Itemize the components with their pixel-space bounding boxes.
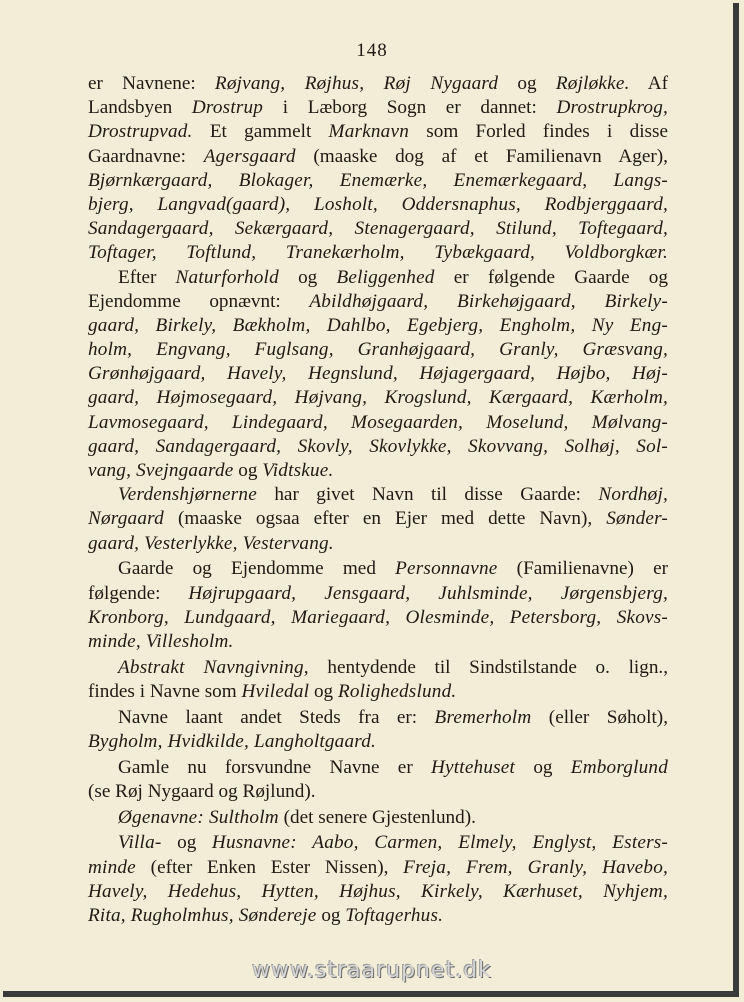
italic-name-run: Kronborg, Lundgaard, Mariegaard, Olesminde, Petersborg, Skovs- xyxy=(88,606,668,628)
text-run: Gaarde og Ejendomme med xyxy=(118,558,396,580)
text-line xyxy=(88,217,668,241)
text-run: og xyxy=(309,680,338,702)
text-line xyxy=(88,120,668,144)
italic-name-run: gaard, Højmosegaard, Højvang, Krogslund, Kærgaard, Kærholm, xyxy=(88,387,668,409)
italic-name-run: Toftager, Toftlund, Tranekærholm, Tybækgaard, Voldborgkær. xyxy=(88,242,668,264)
page-body-text xyxy=(88,72,668,928)
text-line xyxy=(88,241,668,265)
text-line xyxy=(88,680,668,704)
italic-name-run: vang, Svejngaarde xyxy=(88,460,234,481)
text-run: Et gammelt xyxy=(192,121,329,143)
text-run: Navne laant andet Steds fra er: xyxy=(118,706,435,728)
text-run: og xyxy=(498,73,556,94)
text-line xyxy=(88,656,668,680)
text-line xyxy=(88,630,668,654)
text-line xyxy=(88,880,668,904)
italic-name-run: gaard, Sandagergaard, Skovly, Skovlykke, Skovvang, Solhøj, Sol- xyxy=(88,435,668,457)
text-line xyxy=(88,756,668,780)
italic-name-run: Sandagergaard, Sekærgaard, Stenagergaard, Stilund, Toftegaard, xyxy=(88,218,668,240)
italic-name-run: Lavmosegaard, Lindegaard, Mosegaarden, Moselund, Mølvang- xyxy=(88,411,668,433)
text-line xyxy=(88,169,668,193)
text-run: og xyxy=(515,756,571,778)
text-run: Efter xyxy=(118,266,176,288)
text-run: (se Røj Nygaard og Røjlund). xyxy=(88,780,316,802)
text-run: findes i Navne som xyxy=(88,680,242,702)
text-line xyxy=(88,314,668,338)
text-run: og xyxy=(233,460,263,481)
text-line xyxy=(88,606,668,630)
italic-name-run: Hviledal xyxy=(241,680,310,702)
italic-name-run: Marknavn xyxy=(328,121,409,143)
italic-name-run: Røjløkke. xyxy=(555,73,630,94)
text-run: i Læborg Sogn er dannet: xyxy=(263,97,557,119)
text-line xyxy=(88,557,668,581)
italic-name-run: Beliggenhed xyxy=(336,266,435,288)
text-line xyxy=(88,96,668,120)
page-number: 148 xyxy=(356,40,388,61)
text-line xyxy=(88,193,668,217)
text-line xyxy=(88,532,668,556)
text-run: og xyxy=(278,266,337,288)
text-run: er følgende Gaarde og xyxy=(434,266,668,288)
text-run: følgende: xyxy=(88,582,189,604)
italic-name-run: Drostrup xyxy=(191,97,264,119)
italic-name-run: Husnavne: Aabo, Carmen, Elmely, Englyst, Esters- xyxy=(211,832,668,854)
text-run: Gamle nu forsvundne Navne er xyxy=(118,756,431,778)
text-run: (maaske dog af et Familienavn Ager), xyxy=(295,145,668,167)
italic-name-run: Hyttehuset xyxy=(430,756,516,778)
italic-name-run: Toftagerhus. xyxy=(345,904,444,926)
italic-name-run: Rita, Rugholmhus, Søndereje xyxy=(88,904,317,926)
text-line xyxy=(88,582,668,606)
italic-name-run: Rolighedslund. xyxy=(337,680,457,702)
italic-name-run: Freja, Frem, Granly, Havebo, xyxy=(403,856,668,878)
italic-name-run: Højrupgaard, Jensgaard, Juhlsminde, Jørgensbjerg, xyxy=(188,582,668,604)
italic-name-run: Verdenshjørnerne xyxy=(118,484,257,506)
text-line xyxy=(88,483,668,507)
text-run: og xyxy=(161,832,212,854)
text-line xyxy=(88,362,668,386)
text-line xyxy=(88,290,668,314)
text-run: er Navnene: xyxy=(88,73,215,94)
text-run: (eller Søholt), xyxy=(531,706,668,728)
italic-name-run: Emborglund xyxy=(570,756,669,778)
text-line xyxy=(88,145,668,169)
italic-name-run: bjerg, Langvad(gaard), Losholt, Oddersnaphus, Rodbjerggaard, xyxy=(88,193,668,215)
text-line xyxy=(88,706,668,730)
text-line xyxy=(88,459,668,483)
italic-name-run: Abstrakt Navngivning, xyxy=(118,656,309,678)
italic-name-run: Drostrupvad. xyxy=(88,121,193,143)
italic-name-run: Bjørnkærgaard, Blokager, Enemærke, Enemærkegaard, Langs- xyxy=(88,169,668,191)
italic-name-run: Grønhøjgaard, Havely, Hegnslund, Højagergaard, Højbo, Høj- xyxy=(88,363,668,385)
text-run: (Familienavne) er xyxy=(497,558,668,580)
text-run: og xyxy=(316,904,346,926)
text-line xyxy=(88,806,668,830)
text-line xyxy=(88,338,668,362)
text-run: som Forled findes i disse xyxy=(409,121,668,143)
text-line xyxy=(88,904,668,928)
italic-name-run: Øgenavne: Sultholm xyxy=(118,806,279,828)
text-line xyxy=(88,435,668,459)
text-run: (efter Enken Ester Nissen), xyxy=(135,856,404,878)
text-line xyxy=(88,266,668,290)
italic-name-run: minde, Villesholm. xyxy=(88,630,234,652)
text-run: (maaske ogsaa efter en Ejer med dette Navn), xyxy=(163,508,607,530)
text-run: hentydende til Sindstilstande o. lign., xyxy=(308,656,669,678)
italic-name-run: Nordhøj, xyxy=(598,484,668,506)
italic-name-run: gaard, Birkely, Bækholm, Dahlbo, Egebjerg, Engholm, Ny Eng- xyxy=(88,314,668,336)
italic-name-run: Personnavne xyxy=(395,558,498,580)
italic-name-run: minde xyxy=(88,856,136,878)
italic-name-run: Vidtskue. xyxy=(262,460,334,481)
italic-name-run: Havely, Hedehus, Hytten, Højhus, Kirkely, Kærhuset, Nyhjem, xyxy=(88,880,668,902)
text-line xyxy=(88,72,668,96)
text-line xyxy=(88,386,668,410)
text-line xyxy=(88,780,668,804)
text-run: Af xyxy=(629,73,669,94)
italic-name-run: gaard, Vesterlykke, Vestervang. xyxy=(88,532,334,554)
text-line xyxy=(88,856,668,880)
italic-name-run: Naturforhold xyxy=(175,266,279,288)
italic-name-run: Nørgaard xyxy=(88,508,164,530)
italic-name-run: Røjvang, Røjhus, Røj Nygaard xyxy=(214,73,499,94)
text-run: Ejendomme opnævnt: xyxy=(88,290,310,312)
italic-name-run: Drostrupkrog, xyxy=(556,97,668,119)
text-run: Landsbyen xyxy=(88,97,192,119)
italic-name-run: Bremerholm xyxy=(434,706,532,728)
text-line xyxy=(88,507,668,531)
text-run: Gaardnavne: xyxy=(88,145,204,167)
watermark: www.straarupnet.dk xyxy=(252,958,492,983)
italic-name-run: Agersgaard xyxy=(203,145,296,167)
text-line xyxy=(88,831,668,855)
italic-name-run: Bygholm, Hvidkilde, Langholtgaard. xyxy=(88,730,377,752)
text-line xyxy=(88,730,668,754)
italic-name-run: holm, Engvang, Fuglsang, Granhøjgaard, Granly, Græsvang, xyxy=(88,339,668,361)
text-line xyxy=(88,411,668,435)
italic-name-run: Villa- xyxy=(118,832,162,854)
italic-name-run: Abildhøjgaard, Birkehøjgaard, Birkely- xyxy=(309,290,668,312)
text-run: har givet Navn til disse Gaarde: xyxy=(256,484,599,506)
italic-name-run: Sønder- xyxy=(606,508,668,530)
text-run: (det senere Gjestenlund). xyxy=(278,806,476,828)
